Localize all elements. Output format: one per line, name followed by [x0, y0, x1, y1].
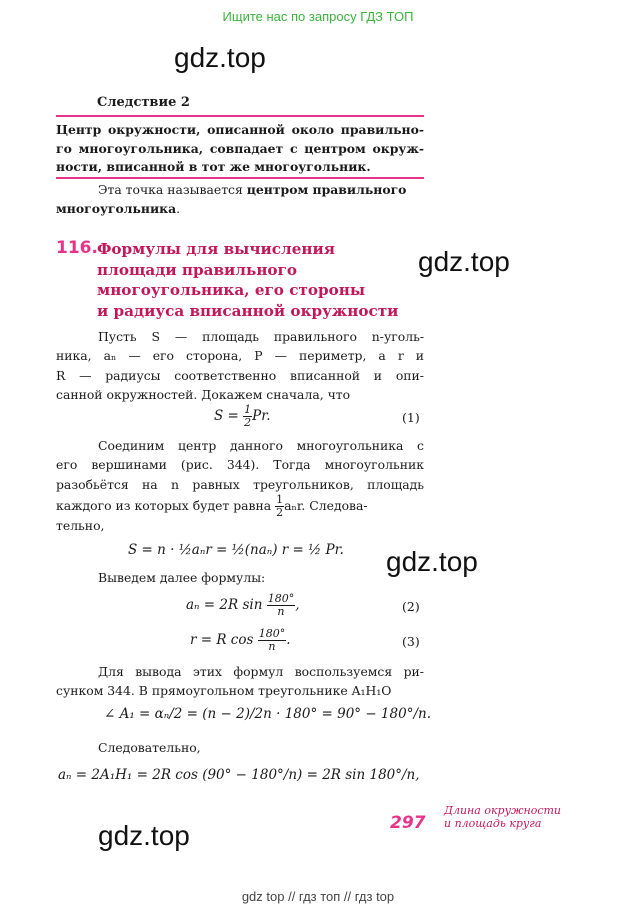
corollary-line: Центр окружности, описанной около правильно- — [56, 122, 424, 137]
section-number: 116. — [56, 238, 98, 258]
corollary-note: Эта точка называется центром правильного многоугольника. — [56, 182, 407, 216]
paragraph: Следовательно, — [98, 740, 201, 755]
equation-final: aₙ = 2A₁H₁ = 2R cos (90° − 180°/n) = 2R sin 180°/n, — [58, 767, 420, 783]
equation-number: (2) — [402, 599, 420, 614]
paragraph: тельно, — [56, 518, 105, 533]
paragraph: каждого из которых будет равна $\frac{1}{2}$ aₙr. Следова- — [56, 493, 368, 519]
page-number: 297 — [390, 813, 426, 833]
watermark: gdz.top — [98, 820, 190, 851]
paragraph: Для вывода этих формул воспользуемся ри- сунком 344. В прямоугольном треугольнике A₁H₁O — [56, 664, 424, 699]
watermark: gdz.top — [174, 42, 266, 73]
corollary-title: Следствие 2 — [97, 95, 190, 110]
equation-number: (1) — [402, 410, 420, 425]
corollary-line: го многоугольника, совпадает с центром окруж- — [56, 140, 424, 156]
equation-angle: ∠ A₁ = αₙ/2 = (n − 2)/2n · 180° = 90° − 180°/n. — [104, 706, 431, 722]
watermark: gdz.top — [418, 246, 510, 277]
divider — [56, 177, 424, 179]
equation-number: (3) — [402, 634, 420, 649]
chapter-note: Длина окружности и площадь круга — [444, 804, 561, 830]
watermark: gdz.top — [386, 546, 478, 577]
corollary-text — [56, 121, 424, 177]
paragraph: Пусть S — площадь правильного n-уголь- ника, aₙ — его сторона, P — периметр, а r и R — радиусы соответственно вписанной и опи- санной окружностей. Докажем сначала, что — [56, 329, 424, 402]
corollary-line: ности, вписанной в тот же многоугольник. — [56, 159, 371, 174]
divider — [56, 115, 424, 117]
paragraph: Соединим центр данного многоугольника с его вершинами (рис. 344). Тогда многоугольник разобьётся на n равных треугольников, площадь — [56, 438, 424, 492]
paragraph: Выведем далее формулы: — [98, 570, 266, 585]
section-title: Формулы для вычисления площади правильного многоугольника, его стороны и радиуса вписанной окружности — [97, 240, 399, 320]
top-banner: Ищите нас по запросу ГДЗ ТОП — [222, 9, 414, 24]
footer-links: gdz top // гдз топ // гдз top — [241, 889, 395, 904]
equation-2: aₙ = 2R sin $\frac{180^\circ}{n}$ , — [186, 592, 300, 618]
term-center: центром правильного многоугольника — [56, 182, 407, 216]
equation-1: S = $\frac{1}{2}$ Pr. — [214, 403, 271, 429]
equation-area: S = n · ½aₙr = ½(naₙ) r = ½ Pr. — [128, 542, 344, 558]
equation-3: r = R cos $\frac{180^\circ}{n}$ . — [190, 627, 291, 653]
